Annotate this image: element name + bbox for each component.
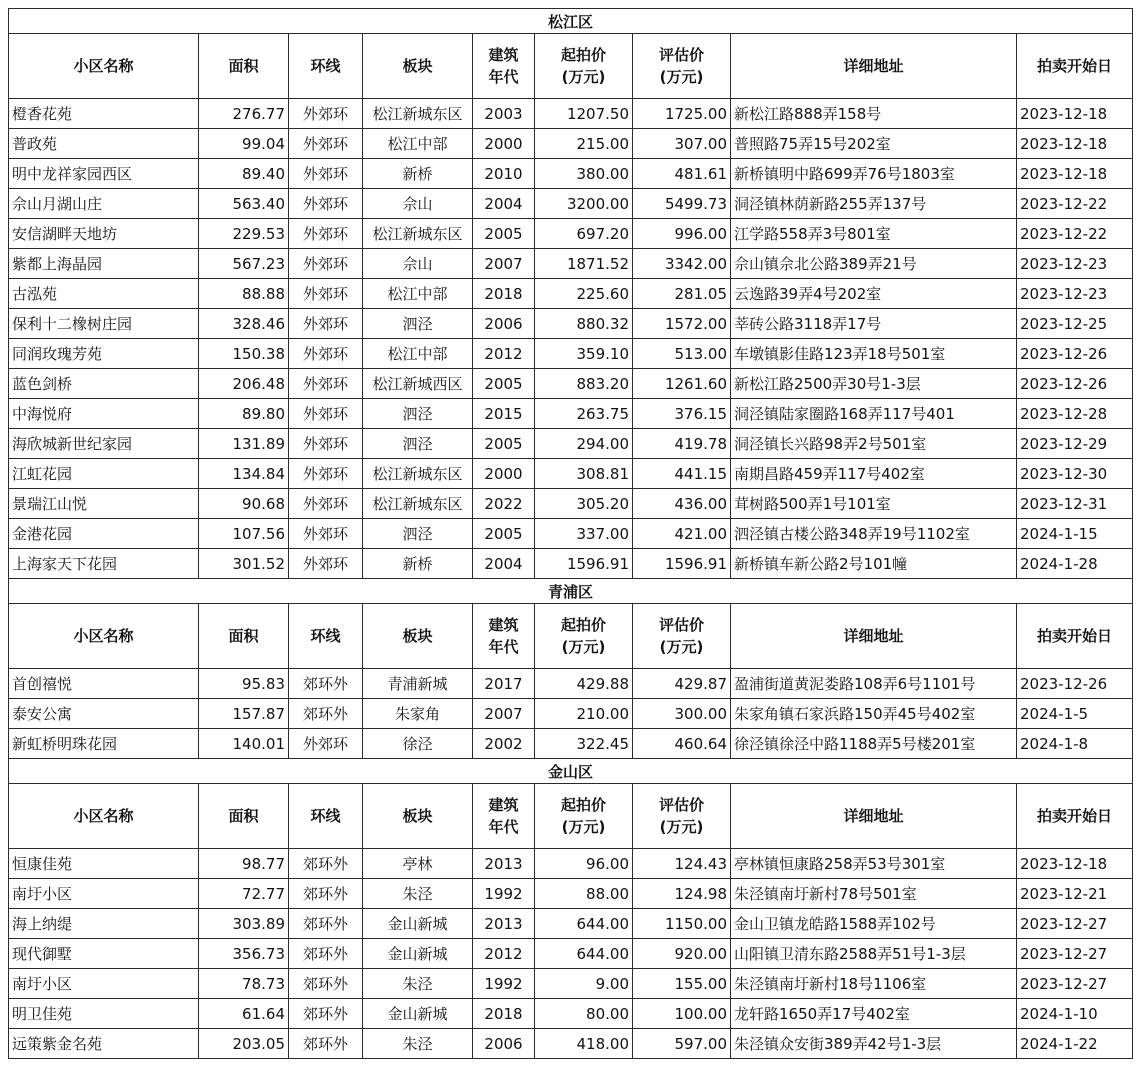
district-title: 青浦区: [9, 579, 1133, 604]
year-cell: 2005: [473, 519, 535, 549]
year-cell: 2005: [473, 429, 535, 459]
column-header-address: 详细地址: [731, 784, 1017, 849]
block-cell: 朱家角: [363, 699, 473, 729]
address-cell: 朱泾镇众安街389弄42号1-3层: [731, 1029, 1017, 1059]
block-cell: 松江中部: [363, 279, 473, 309]
table-row: [9, 699, 1133, 729]
column-header-year: 建筑 年代: [473, 784, 535, 849]
auction-date-cell: 2024-1-5: [1017, 699, 1133, 729]
eval-price-cell: 421.00: [633, 519, 731, 549]
table-row: [9, 519, 1133, 549]
auction-date-cell: 2023-12-23: [1017, 249, 1133, 279]
auction-date-cell: 2023-12-18: [1017, 99, 1133, 129]
address-cell: 新桥镇车新公路2号101幢: [731, 549, 1017, 579]
area-cell: 157.87: [199, 699, 289, 729]
auction-date-cell: 2024-1-28: [1017, 549, 1133, 579]
year-cell: 2003: [473, 99, 535, 129]
area-cell: 134.84: [199, 459, 289, 489]
auction-date-cell: 2023-12-22: [1017, 219, 1133, 249]
auction-date-cell: 2023-12-21: [1017, 879, 1133, 909]
community-name-cell: 普政苑: [9, 129, 199, 159]
area-cell: 150.38: [199, 339, 289, 369]
year-cell: 2017: [473, 669, 535, 699]
address-cell: 朱家角镇石家浜路150弄45号402室: [731, 699, 1017, 729]
table-row: [9, 879, 1133, 909]
ring-cell: 外郊环: [289, 339, 363, 369]
ring-cell: 郊环外: [289, 669, 363, 699]
eval-price-cell: 124.98: [633, 879, 731, 909]
district-title: 松江区: [9, 9, 1133, 34]
block-cell: 松江新城东区: [363, 459, 473, 489]
area-cell: 131.89: [199, 429, 289, 459]
area-cell: 229.53: [199, 219, 289, 249]
auction-date-cell: 2023-12-23: [1017, 279, 1133, 309]
column-header-block: 板块: [363, 784, 473, 849]
community-name-cell: 泰安公寓: [9, 699, 199, 729]
community-name-cell: 上海家天下花园: [9, 549, 199, 579]
table-row: [9, 909, 1133, 939]
eval-price-cell: 1725.00: [633, 99, 731, 129]
table-row: [9, 249, 1133, 279]
start-price-cell: 3200.00: [535, 189, 633, 219]
table-row: [9, 459, 1133, 489]
table-row: [9, 729, 1133, 759]
community-name-cell: 恒康佳苑: [9, 849, 199, 879]
ring-cell: 外郊环: [289, 429, 363, 459]
auction-date-cell: 2023-12-27: [1017, 969, 1133, 999]
address-cell: 云逸路39弄4号202室: [731, 279, 1017, 309]
eval-price-cell: 5499.73: [633, 189, 731, 219]
year-cell: 2015: [473, 399, 535, 429]
block-cell: 松江新城东区: [363, 489, 473, 519]
ring-cell: 外郊环: [289, 279, 363, 309]
ring-cell: 外郊环: [289, 99, 363, 129]
eval-price-cell: 124.43: [633, 849, 731, 879]
start-price-cell: 337.00: [535, 519, 633, 549]
year-cell: 2006: [473, 1029, 535, 1059]
table-row: [9, 99, 1133, 129]
table-row: [9, 549, 1133, 579]
auction-date-cell: 2024-1-15: [1017, 519, 1133, 549]
block-cell: 松江中部: [363, 129, 473, 159]
column-header-block: 板块: [363, 604, 473, 669]
address-cell: 车墩镇影佳路123弄18号501室: [731, 339, 1017, 369]
address-cell: 金山卫镇龙皓路1588弄102号: [731, 909, 1017, 939]
column-header-row: [9, 604, 1133, 669]
address-cell: 莘砖公路3118弄17号: [731, 309, 1017, 339]
community-name-cell: 明中龙祥家园西区: [9, 159, 199, 189]
ring-cell: 郊环外: [289, 699, 363, 729]
column-header-name: 小区名称: [9, 604, 199, 669]
eval-price-cell: 597.00: [633, 1029, 731, 1059]
year-cell: 2007: [473, 249, 535, 279]
community-name-cell: 明卫佳苑: [9, 999, 199, 1029]
eval-price-cell: 460.64: [633, 729, 731, 759]
block-cell: 新桥: [363, 549, 473, 579]
auction-date-cell: 2023-12-28: [1017, 399, 1133, 429]
year-cell: 2012: [473, 939, 535, 969]
block-cell: 松江新城东区: [363, 219, 473, 249]
auction-date-cell: 2024-1-8: [1017, 729, 1133, 759]
eval-price-cell: 1572.00: [633, 309, 731, 339]
column-header-address: 详细地址: [731, 604, 1017, 669]
block-cell: 金山新城: [363, 909, 473, 939]
year-cell: 2022: [473, 489, 535, 519]
table-row: [9, 1029, 1133, 1059]
area-cell: 140.01: [199, 729, 289, 759]
ring-cell: 外郊环: [289, 219, 363, 249]
eval-price-cell: 100.00: [633, 999, 731, 1029]
eval-price-cell: 307.00: [633, 129, 731, 159]
address-cell: 新桥镇明中路699弄76号1803室: [731, 159, 1017, 189]
column-header-address: 详细地址: [731, 34, 1017, 99]
year-cell: 2000: [473, 129, 535, 159]
area-cell: 90.68: [199, 489, 289, 519]
auction-table: [8, 8, 1133, 1059]
area-cell: 89.80: [199, 399, 289, 429]
block-cell: 佘山: [363, 189, 473, 219]
ring-cell: 郊环外: [289, 909, 363, 939]
eval-price-cell: 419.78: [633, 429, 731, 459]
auction-date-cell: 2023-12-26: [1017, 369, 1133, 399]
start-price-cell: 80.00: [535, 999, 633, 1029]
eval-price-cell: 436.00: [633, 489, 731, 519]
area-cell: 206.48: [199, 369, 289, 399]
column-header-eval-price: 评估价 (万元): [633, 604, 731, 669]
start-price-cell: 418.00: [535, 1029, 633, 1059]
start-price-cell: 263.75: [535, 399, 633, 429]
block-cell: 佘山: [363, 249, 473, 279]
community-name-cell: 蓝色剑桥: [9, 369, 199, 399]
auction-date-cell: 2023-12-18: [1017, 129, 1133, 159]
address-cell: 亭林镇恒康路258弄53号301室: [731, 849, 1017, 879]
year-cell: 2010: [473, 159, 535, 189]
area-cell: 563.40: [199, 189, 289, 219]
block-cell: 松江中部: [363, 339, 473, 369]
ring-cell: 外郊环: [289, 519, 363, 549]
block-cell: 松江新城东区: [363, 99, 473, 129]
community-name-cell: 紫都上海晶园: [9, 249, 199, 279]
address-cell: 新松江路888弄158号: [731, 99, 1017, 129]
column-header-ring: 环线: [289, 784, 363, 849]
area-cell: 303.89: [199, 909, 289, 939]
community-name-cell: 佘山月湖山庄: [9, 189, 199, 219]
ring-cell: 外郊环: [289, 189, 363, 219]
column-header-eval-price: 评估价 (万元): [633, 34, 731, 99]
address-cell: 洞泾镇陆家圈路168弄117号401: [731, 399, 1017, 429]
table-row: [9, 969, 1133, 999]
community-name-cell: 中海悦府: [9, 399, 199, 429]
community-name-cell: 南圩小区: [9, 879, 199, 909]
year-cell: 2007: [473, 699, 535, 729]
community-name-cell: 现代御墅: [9, 939, 199, 969]
year-cell: 2012: [473, 339, 535, 369]
community-name-cell: 同润玫瑰芳苑: [9, 339, 199, 369]
ring-cell: 外郊环: [289, 159, 363, 189]
community-name-cell: 橙香花苑: [9, 99, 199, 129]
start-price-cell: 380.00: [535, 159, 633, 189]
community-name-cell: 金港花园: [9, 519, 199, 549]
year-cell: 2005: [473, 219, 535, 249]
address-cell: 龙轩路1650弄17号402室: [731, 999, 1017, 1029]
start-price-cell: 322.45: [535, 729, 633, 759]
auction-date-cell: 2023-12-26: [1017, 339, 1133, 369]
year-cell: 1992: [473, 879, 535, 909]
eval-price-cell: 3342.00: [633, 249, 731, 279]
address-cell: 南期昌路459弄117号402室: [731, 459, 1017, 489]
table-row: [9, 219, 1133, 249]
table-row: [9, 279, 1133, 309]
community-name-cell: 首创禧悦: [9, 669, 199, 699]
eval-price-cell: 281.05: [633, 279, 731, 309]
area-cell: 98.77: [199, 849, 289, 879]
block-cell: 金山新城: [363, 939, 473, 969]
ring-cell: 外郊环: [289, 129, 363, 159]
area-cell: 88.88: [199, 279, 289, 309]
block-cell: 朱泾: [363, 969, 473, 999]
start-price-cell: 644.00: [535, 909, 633, 939]
year-cell: 2004: [473, 549, 535, 579]
column-header-start-price: 起拍价 (万元): [535, 604, 633, 669]
block-cell: 朱泾: [363, 879, 473, 909]
eval-price-cell: 996.00: [633, 219, 731, 249]
district-header-row: [9, 759, 1133, 784]
block-cell: 青浦新城: [363, 669, 473, 699]
ring-cell: 郊环外: [289, 879, 363, 909]
community-name-cell: 安信湖畔天地坊: [9, 219, 199, 249]
start-price-cell: 215.00: [535, 129, 633, 159]
area-cell: 567.23: [199, 249, 289, 279]
start-price-cell: 1207.50: [535, 99, 633, 129]
table-row: [9, 399, 1133, 429]
column-header-auction-date: 拍卖开始日: [1017, 34, 1133, 99]
address-cell: 茸树路500弄1号101室: [731, 489, 1017, 519]
eval-price-cell: 429.87: [633, 669, 731, 699]
start-price-cell: 96.00: [535, 849, 633, 879]
ring-cell: 郊环外: [289, 999, 363, 1029]
ring-cell: 郊环外: [289, 1029, 363, 1059]
table-row: [9, 489, 1133, 519]
year-cell: 2004: [473, 189, 535, 219]
year-cell: 2013: [473, 909, 535, 939]
column-header-block: 板块: [363, 34, 473, 99]
start-price-cell: 1871.52: [535, 249, 633, 279]
area-cell: 89.40: [199, 159, 289, 189]
table-row: [9, 309, 1133, 339]
address-cell: 朱泾镇南圩新村78号501室: [731, 879, 1017, 909]
auction-date-cell: 2023-12-25: [1017, 309, 1133, 339]
start-price-cell: 305.20: [535, 489, 633, 519]
block-cell: 泗泾: [363, 399, 473, 429]
address-cell: 新松江路2500弄30号1-3层: [731, 369, 1017, 399]
ring-cell: 外郊环: [289, 249, 363, 279]
address-cell: 洞泾镇林荫新路255弄137号: [731, 189, 1017, 219]
column-header-area: 面积: [199, 604, 289, 669]
community-name-cell: 保利十二橡树庄园: [9, 309, 199, 339]
year-cell: 2018: [473, 279, 535, 309]
auction-date-cell: 2023-12-26: [1017, 669, 1133, 699]
auction-date-cell: 2023-12-30: [1017, 459, 1133, 489]
auction-date-cell: 2023-12-29: [1017, 429, 1133, 459]
column-header-name: 小区名称: [9, 784, 199, 849]
area-cell: 356.73: [199, 939, 289, 969]
column-header-row: [9, 34, 1133, 99]
community-name-cell: 海欣城新世纪家园: [9, 429, 199, 459]
start-price-cell: 210.00: [535, 699, 633, 729]
block-cell: 金山新城: [363, 999, 473, 1029]
table-row: [9, 339, 1133, 369]
column-header-eval-price: 评估价 (万元): [633, 784, 731, 849]
area-cell: 301.52: [199, 549, 289, 579]
start-price-cell: 88.00: [535, 879, 633, 909]
year-cell: 2013: [473, 849, 535, 879]
community-name-cell: 海上纳缇: [9, 909, 199, 939]
column-header-ring: 环线: [289, 34, 363, 99]
eval-price-cell: 481.61: [633, 159, 731, 189]
column-header-year: 建筑 年代: [473, 604, 535, 669]
eval-price-cell: 300.00: [633, 699, 731, 729]
column-header-auction-date: 拍卖开始日: [1017, 604, 1133, 669]
start-price-cell: 429.88: [535, 669, 633, 699]
ring-cell: 外郊环: [289, 549, 363, 579]
area-cell: 61.64: [199, 999, 289, 1029]
ring-cell: 郊环外: [289, 939, 363, 969]
year-cell: 2005: [473, 369, 535, 399]
column-header-name: 小区名称: [9, 34, 199, 99]
auction-date-cell: 2023-12-22: [1017, 189, 1133, 219]
eval-price-cell: 513.00: [633, 339, 731, 369]
community-name-cell: 新虹桥明珠花园: [9, 729, 199, 759]
auction-date-cell: 2023-12-27: [1017, 909, 1133, 939]
district-title: 金山区: [9, 759, 1133, 784]
table-row: [9, 669, 1133, 699]
start-price-cell: 1596.91: [535, 549, 633, 579]
area-cell: 203.05: [199, 1029, 289, 1059]
area-cell: 78.73: [199, 969, 289, 999]
address-cell: 普照路75弄15号202室: [731, 129, 1017, 159]
year-cell: 1992: [473, 969, 535, 999]
block-cell: 泗泾: [363, 429, 473, 459]
ring-cell: 外郊环: [289, 489, 363, 519]
district-header-row: [9, 9, 1133, 34]
address-cell: 徐泾镇徐泾中路1188弄5号楼201室: [731, 729, 1017, 759]
eval-price-cell: 920.00: [633, 939, 731, 969]
ring-cell: 外郊环: [289, 369, 363, 399]
auction-date-cell: 2023-12-31: [1017, 489, 1133, 519]
start-price-cell: 697.20: [535, 219, 633, 249]
auction-date-cell: 2024-1-22: [1017, 1029, 1133, 1059]
start-price-cell: 308.81: [535, 459, 633, 489]
ring-cell: 外郊环: [289, 399, 363, 429]
eval-price-cell: 155.00: [633, 969, 731, 999]
auction-date-cell: 2023-12-18: [1017, 159, 1133, 189]
block-cell: 泗泾: [363, 309, 473, 339]
ring-cell: 外郊环: [289, 459, 363, 489]
start-price-cell: 359.10: [535, 339, 633, 369]
eval-price-cell: 1596.91: [633, 549, 731, 579]
address-cell: 佘山镇佘北公路389弄21号: [731, 249, 1017, 279]
area-cell: 276.77: [199, 99, 289, 129]
address-cell: 江学路558弄3号801室: [731, 219, 1017, 249]
year-cell: 2018: [473, 999, 535, 1029]
area-cell: 72.77: [199, 879, 289, 909]
area-cell: 328.46: [199, 309, 289, 339]
column-header-area: 面积: [199, 784, 289, 849]
ring-cell: 外郊环: [289, 729, 363, 759]
table-row: [9, 999, 1133, 1029]
column-header-auction-date: 拍卖开始日: [1017, 784, 1133, 849]
area-cell: 95.83: [199, 669, 289, 699]
column-header-row: [9, 784, 1133, 849]
start-price-cell: 225.60: [535, 279, 633, 309]
auction-date-cell: 2023-12-18: [1017, 849, 1133, 879]
table-row: [9, 939, 1133, 969]
eval-price-cell: 376.15: [633, 399, 731, 429]
address-cell: 洞泾镇长兴路98弄2号501室: [731, 429, 1017, 459]
start-price-cell: 880.32: [535, 309, 633, 339]
table-row: [9, 159, 1133, 189]
column-header-ring: 环线: [289, 604, 363, 669]
area-cell: 99.04: [199, 129, 289, 159]
block-cell: 亭林: [363, 849, 473, 879]
address-cell: 朱泾镇南圩新村18号1106室: [731, 969, 1017, 999]
table-row: [9, 849, 1133, 879]
start-price-cell: 294.00: [535, 429, 633, 459]
year-cell: 2006: [473, 309, 535, 339]
year-cell: 2000: [473, 459, 535, 489]
column-header-area: 面积: [199, 34, 289, 99]
eval-price-cell: 441.15: [633, 459, 731, 489]
district-header-row: [9, 579, 1133, 604]
start-price-cell: 644.00: [535, 939, 633, 969]
block-cell: 徐泾: [363, 729, 473, 759]
eval-price-cell: 1261.60: [633, 369, 731, 399]
ring-cell: 外郊环: [289, 309, 363, 339]
ring-cell: 郊环外: [289, 969, 363, 999]
ring-cell: 郊环外: [289, 849, 363, 879]
area-cell: 107.56: [199, 519, 289, 549]
start-price-cell: 883.20: [535, 369, 633, 399]
block-cell: 泗泾: [363, 519, 473, 549]
year-cell: 2002: [473, 729, 535, 759]
community-name-cell: 远策紫金名苑: [9, 1029, 199, 1059]
table-row: [9, 129, 1133, 159]
address-cell: 盈浦街道黄泥娄路108弄6号1101号: [731, 669, 1017, 699]
eval-price-cell: 1150.00: [633, 909, 731, 939]
column-header-year: 建筑 年代: [473, 34, 535, 99]
table-row: [9, 369, 1133, 399]
column-header-start-price: 起拍价 (万元): [535, 34, 633, 99]
address-cell: 山阳镇卫清东路2588弄51号1-3层: [731, 939, 1017, 969]
start-price-cell: 9.00: [535, 969, 633, 999]
column-header-start-price: 起拍价 (万元): [535, 784, 633, 849]
community-name-cell: 南圩小区: [9, 969, 199, 999]
block-cell: 朱泾: [363, 1029, 473, 1059]
auction-date-cell: 2024-1-10: [1017, 999, 1133, 1029]
community-name-cell: 景瑞江山悦: [9, 489, 199, 519]
community-name-cell: 江虹花园: [9, 459, 199, 489]
auction-date-cell: 2023-12-27: [1017, 939, 1133, 969]
community-name-cell: 古泓苑: [9, 279, 199, 309]
table-row: [9, 189, 1133, 219]
address-cell: 泗泾镇古楼公路348弄19号1102室: [731, 519, 1017, 549]
table-row: [9, 429, 1133, 459]
block-cell: 新桥: [363, 159, 473, 189]
block-cell: 松江新城西区: [363, 369, 473, 399]
